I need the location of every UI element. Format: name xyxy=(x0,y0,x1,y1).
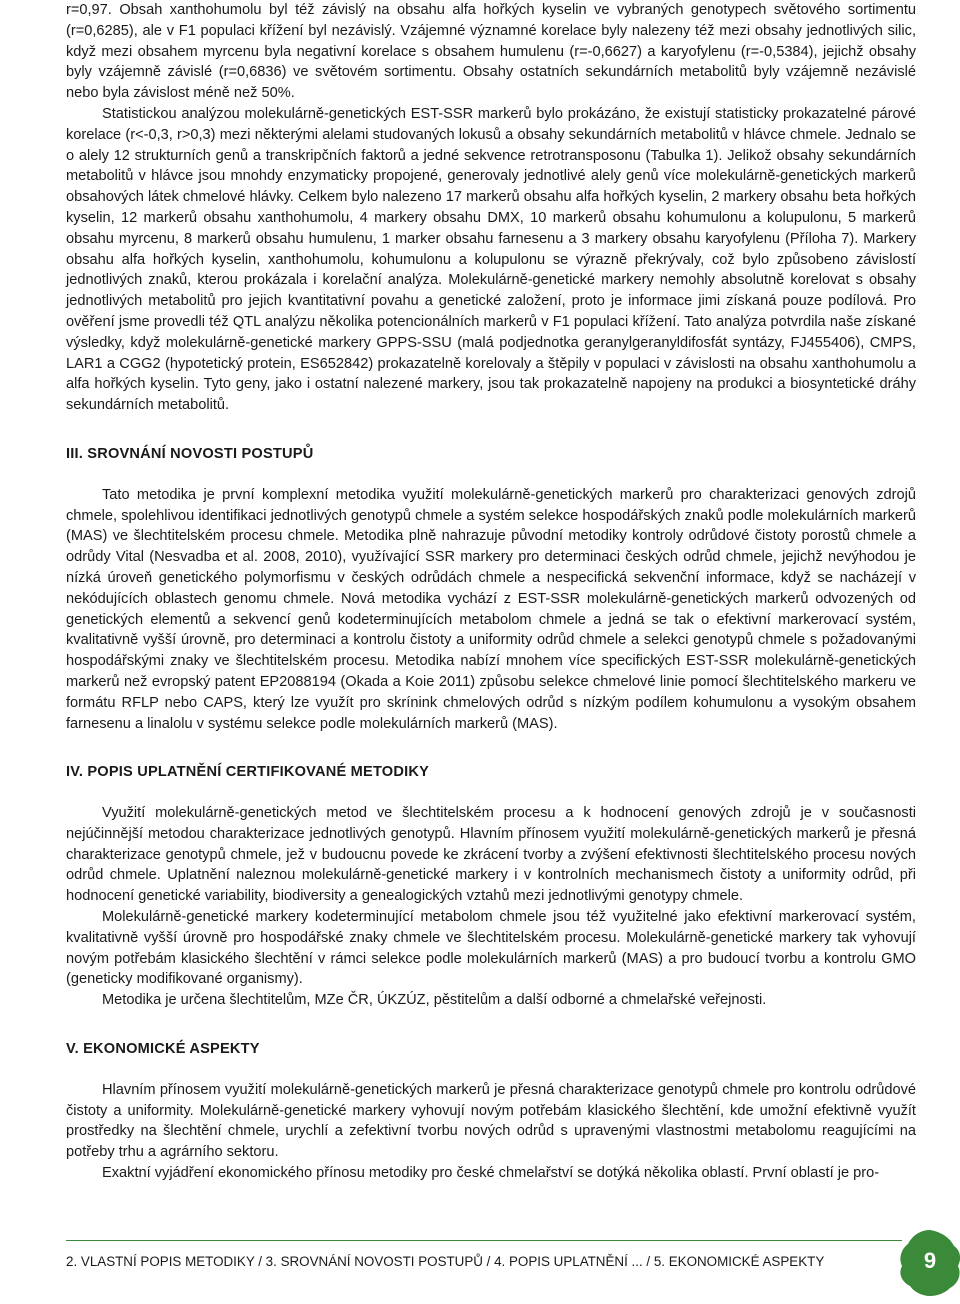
paragraph-correlations: r=0,97. Obsah xanthohumolu byl též závislý na obsahu alfa hořkých kyselin ve vybraných genotypech světového sortimentu (r=0,6285), ale v F1 populaci křížení byl nezávislý. Vzájemné významné korelace byly nalezeny též mezi obsahy jednotlivých silic, když mezi obsahem myrcenu byla negativní korelace s obsahem humulenu (r=-0,6627) a karyofylenu (r=-0,5384), jejichž obsahy byly vzájemně závislé (r=0,6836) ve světovém sortimentu. Obsahy ostatních sekundárních metabolitů byly vzájemně nezávislé nebo byla závislost méně než 50%. xyxy=(66,2,916,102)
footer-breadcrumb: 2. VLASTNÍ POPIS METODIKY / 3. SROVNÁNÍ NOVOSTI POSTUPŮ / 4. POPIS UPLATNĚNÍ ... / 5. EKONOMICKÉ ASPEKTY xyxy=(66,1254,825,1269)
paragraph-economic-1: Hlavním přínosem využití molekulárně-genetických markerů je přesná charakterizace genotypů chmele pro kontrolu odrůdové čistoty a uniformity. Molekulárně-genetické markery vyhovují novým potřebám klasického šlechtění, kde umožní efektivně využít prostředky na šlechtění chmele, urychlí a zefektivní tvorbu nových odrůd s upravenými vlastnostmi metabolomu reagujícími na potřeby trhu a agrárního sektoru. xyxy=(66,1081,916,1161)
page-number-badge xyxy=(898,1228,960,1298)
paragraph-application-1: Využití molekulárně-genetických metod ve šlechtitelském procesu a k hodnocení genových zdrojů je v současnosti nejúčinnější metodou charakterizace jednotlivých genotypů. Hlavním přínosem využití molekulárně-genetických markerů je přesná charakterizace genotypů chmele, jež v budoucnu povede ke zkrácení tvorby a zvýšení efektivnosti šlechtitelského procesu nových odrůd chmele. Uplatnění naleznou molekulárně-genetické markery i v kontrolních mechanismech čistoty a uniformity odrůd, při hodnocení genetické variability, biodiversity a genealogických vztahů mezi jednotlivými genotypy chmele. xyxy=(66,805,916,905)
page-number: 9 xyxy=(923,1248,937,1273)
footer-divider xyxy=(66,1240,902,1241)
section-heading-economic: V. EKONOMICKÉ ASPEKTY xyxy=(66,1041,260,1058)
page-body xyxy=(66,0,916,1184)
section-heading-application: IV. POPIS UPLATNĚNÍ CERTIFIKOVANÉ METODIKY xyxy=(66,764,430,781)
paragraph-application-2: Molekulárně-genetické markery kodeterminující metabolom chmele jsou též využitelné jako efektivní markerovací systém, kvalitativně vyšší úrovně pro hospodářské znaky chmele ve šlechtitelském procesu. Molekulárně-genetické markery tak vyhovují novým potřebám klasického šlechtění v rámci selekce podle molekulárních markerů (MAS) a pro budoucí tvorbu a kontrolu GMO (geneticky modifikované organismy). xyxy=(66,909,916,988)
paragraph-novelty: Tato metodika je první komplexní metodika využití molekulárně-genetických markerů pro charakterizaci genových zdrojů chmele, spolehlivou identifikaci jednotlivých genotypů chmele a systém selekce hospodářských znaků podle molekulárních markerů (MAS) ve šlechtitelském procesu chmele. Metodika plně nahrazuje původní metodiky kontroly odrůdové čistoty porostů chmele a odrůdy Vital (Nesvadba et al. 2008, 2010), využívající SSR markery pro determinaci českých odrůd chmele, jejichž nevýhodou je nízká úroveň genetického polymorfismu v českých odrůdách chmele a nespecifická sekvenční informace, když se nacházejí v nekódujících oblastech genomu chmele. Nová metodika vychází z EST-SSR molekulárně-genetických markerů odvozených od genetických elementů a sekvencí genů kodeterminujících metabolom chmele a jedná se tak o efektivní markerovací systém, kvalitativně vyšší úrovně, pro determinaci a kontrolu čistoty a uniformity odrůd chmele a selekci genotypů chmele s požadovanými hospodářskými znaky ve šlechtitelském procesu. Metodika nabízí mnohem více specifických EST-SSR molekulárně-genetických markerů než evropský patent EP2088194 (Okada a Koie 2011) způsobu selekce chmelové linie pomocí šlechtitelského markeru ve formátu RFLP nebo CAPS, který lze využít pro skrínink chmelových odrůd s nízkým podílem kohumulonu a vysokým obsahem farnesenu a linalolu v systému selekce podle molekulárních markerů (MAS). xyxy=(66,486,916,732)
section-heading-novelty: III. SROVNÁNÍ NOVOSTI POSTUPŮ xyxy=(66,445,314,462)
paragraph-statistical-analysis: Statistickou analýzou molekulárně-genetických EST-SSR markerů bylo prokázáno, že existují statisticky prokazatelné párové korelace (r<-0,3, r>0,3) mezi některými alelami studovaných lokusů a obsahy sekundárních metabolitů v hlávce chmele. Jednalo se o alely 12 strukturních genů a transkripčních faktorů a jedné sekvence retrotransposonu (Tabulka 1). Jelikož obsahy sekundárních metabolitů v hlávce jsou mnohdy enzymaticky propojené, generovaly jednotlivé alely genů více molekulárně-genetických markerů obsahových látek chmelové hlávky. Celkem bylo nalezeno 17 markerů obsahu alfa hořkých kyselin, 2 markery obsahu beta hořkých kyselin, 12 markerů obsahu xanthohumolu, 4 markery obsahu DMX, 10 markerů obsahu kohumulonu a kolupulonu, 5 markerů obsahu myrcenu, 8 markerů obsahu humulenu, 1 marker obsahu farnesenu a 3 markery obsahu karyofylenu (Příloha 7). Markery obsahu alfa hořkých kyselin, xanthohumolu, kohumulonu a kolupulonu se výrazně překrývaly, což bylo způsobeno závislostí jednotlivých znaků, kterou prokázala i korelační analýza. Molekulárně-genetické markery nemohly absolutně korelovat s obsahy jednotlivých metabolitů pro jejich kvantitativní povahu a genetické založení, proto je informace jimi získaná pouze podílová. Pro ověření jsme provedli též QTL analýzu několika potencionálních markerů v F1 populaci křížení. Tato analýza potvrdila naše získané výsledky, když molekulárně-genetické markery GPPS-SSU (malá podjednotka geranylgeranyldifosfát syntázy, FJ455406), CMPS, LAR1 a CGG2 (hypotetický protein, ES652842) prokazatelně korelovaly a štěpily v populaci v závislosti na obsahu xanthohumolu a alfa hořkých kyselin. Tyto geny, jako i ostatní nalezené markery, jsou tak prokazatelně napojeny na produkci a biosyntetické dráhy sekundárních metabolitů. xyxy=(66,105,916,414)
paragraph-application-3: Metodika je určena šlechtitelům, MZe ČR, ÚKZÚZ, pěstitelům a další odborné a chmelařské veřejnosti. xyxy=(102,992,767,1009)
paragraph-economic-2: Exaktní vyjádření ekonomického přínosu metodiky pro české chmelařství se dotýká několika oblastí. První oblastí je pro- xyxy=(102,1165,880,1182)
